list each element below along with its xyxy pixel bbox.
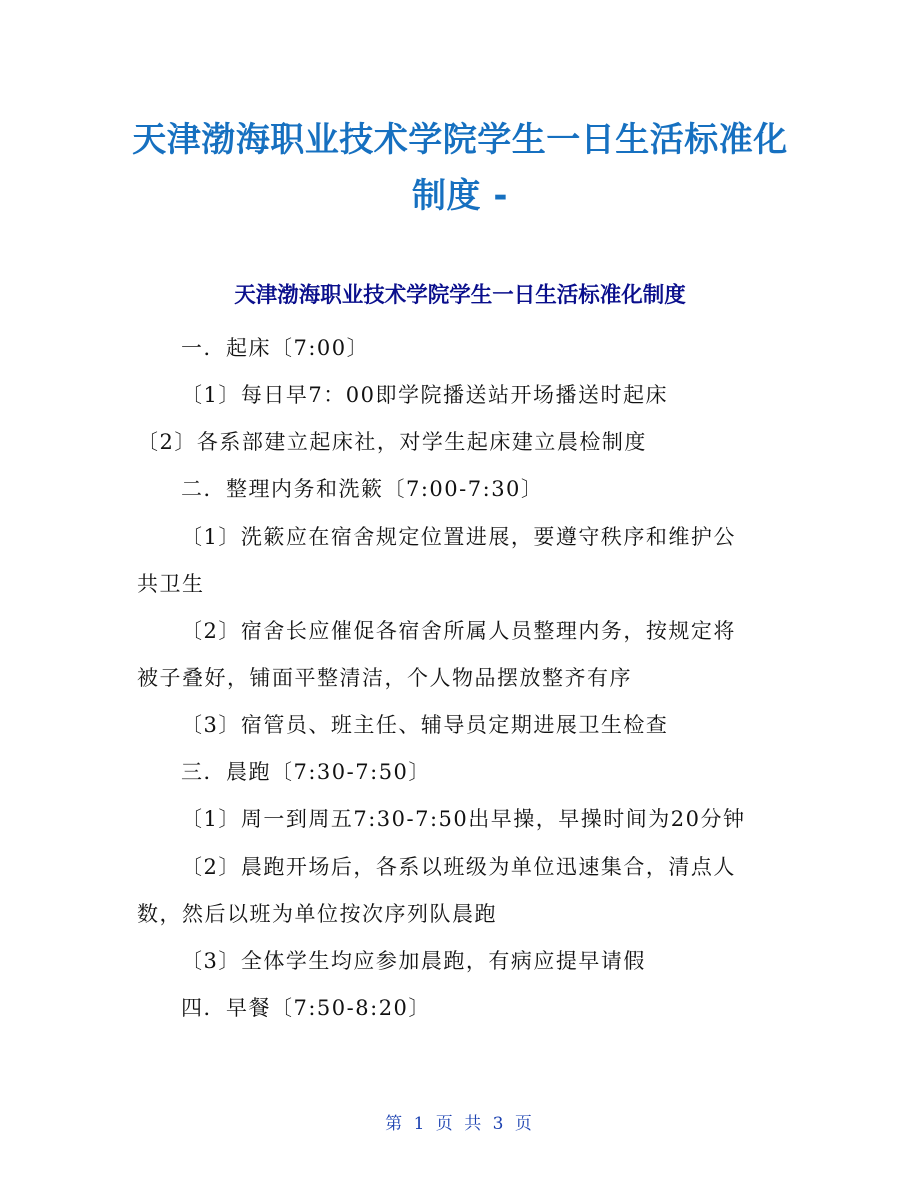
paragraph-line: 〔1〕洗簌应在宿舍规定位置进展，要遵守秩序和维护公 [181, 525, 736, 549]
paragraph-line: 数，然后以班为单位按次序列队晨跑 [137, 902, 497, 926]
paragraph-line: 〔2〕各系部建立起床社，对学生起床建立晨检制度 [137, 430, 647, 454]
paragraph-line: 〔1〕周一到周五7:30-7:50出早操，早操时间为20分钟 [181, 807, 746, 831]
document-subtitle: 天津渤海职业技术学院学生一日生活标准化制度 [234, 283, 686, 308]
page-footer: 第 1 页 共 3 页 [385, 1114, 535, 1134]
paragraph-line: 〔3〕全体学生均应参加晨跑，有病应提早请假 [181, 949, 646, 973]
section-heading-wake-up: 一．起床〔7:00〕 [181, 336, 370, 360]
paragraph-line: 〔3〕宿管员、班主任、辅导员定期进展卫生检查 [181, 713, 669, 737]
paragraph-line: 共卫生 [137, 572, 205, 596]
paragraph-line: 被子叠好，铺面平整清洁，个人物品摆放整齐有序 [137, 666, 632, 690]
document-title: 天津渤海职业技术学院学生一日生活标准化制度 - [132, 120, 788, 216]
paragraph-line: 〔1〕每日早7：00即学院播送站开场播送时起床 [181, 383, 668, 407]
section-heading-breakfast: 四．早餐〔7:50-8:20〕 [181, 996, 431, 1020]
section-heading-tidy-wash: 二．整理内务和洗簌〔7:00-7:30〕 [181, 477, 544, 501]
section-heading-morning-run: 三．晨跑〔7:30-7:50〕 [181, 760, 431, 784]
paragraph-line: 〔2〕晨跑开场后，各系以班级为单位迅速集合，清点人 [181, 855, 736, 879]
paragraph-line: 〔2〕宿舍长应催促各宿舍所属人员整理内务，按规定将 [181, 619, 736, 643]
